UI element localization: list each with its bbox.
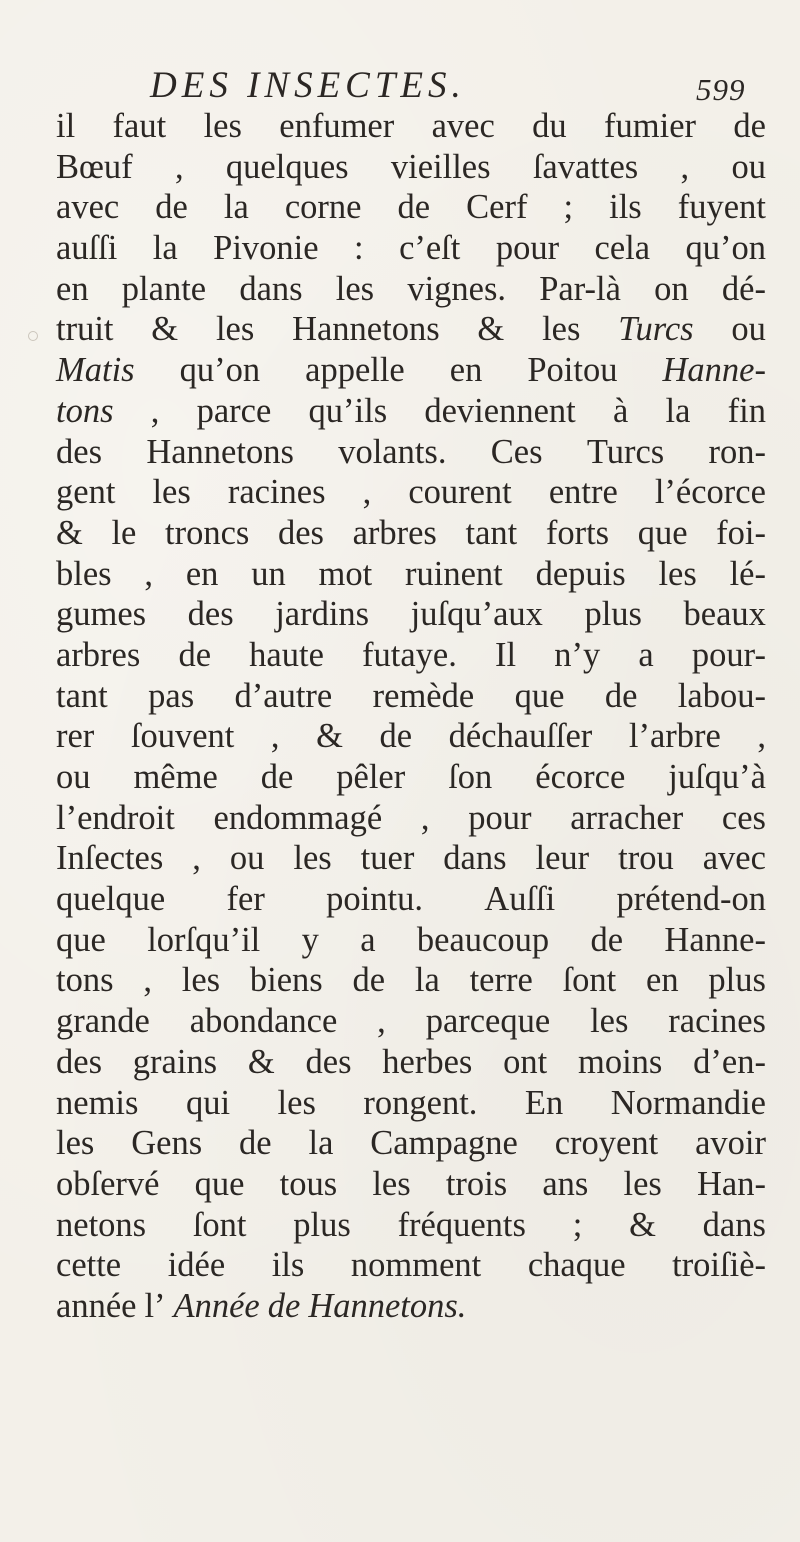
word: racines — [668, 1002, 766, 1041]
word: racines — [227, 473, 326, 512]
word: Turcs — [586, 432, 665, 471]
word: : — [354, 229, 364, 268]
word: ils — [609, 188, 642, 227]
word: terre — [469, 961, 533, 1000]
word: obſervé — [56, 1164, 160, 1203]
word: remède — [372, 676, 475, 715]
word: les — [277, 1083, 316, 1122]
word: tuer — [360, 839, 415, 878]
word: Auſſi — [484, 880, 556, 919]
word: Par-là — [539, 269, 621, 308]
text-line — [56, 1245, 766, 1286]
word: Gens — [131, 1124, 203, 1163]
word: de — [733, 107, 766, 145]
word: écorce — [535, 758, 626, 796]
word: corne — [284, 188, 362, 227]
word: trois — [445, 1164, 508, 1203]
word: deviennent — [424, 391, 576, 430]
text-line — [56, 187, 766, 228]
word: Normandie — [610, 1083, 766, 1122]
word: , — [757, 717, 766, 756]
word: leur — [535, 839, 590, 878]
word: que — [194, 1164, 245, 1203]
word: , — [362, 473, 372, 512]
text-line — [56, 106, 766, 147]
word: futaye. — [362, 635, 457, 674]
word: grande — [56, 1002, 150, 1041]
word: tous — [279, 1164, 338, 1203]
word: mot — [318, 554, 373, 593]
word: forts — [545, 513, 610, 552]
word: les — [372, 1164, 411, 1203]
text-line — [56, 1164, 766, 1205]
word: plus — [708, 961, 766, 1000]
italic-word: Année — [173, 1286, 260, 1325]
word: pointu. — [326, 880, 423, 919]
word: beaux — [683, 595, 766, 634]
text-line — [56, 391, 766, 432]
text-line — [56, 716, 766, 757]
word: à — [612, 391, 629, 430]
word: année — [56, 1286, 137, 1325]
text-line — [56, 147, 766, 188]
word: des — [277, 513, 324, 552]
word: dans — [702, 1205, 766, 1244]
word: quelque — [56, 880, 166, 919]
text-line — [56, 350, 766, 391]
word: , — [270, 717, 280, 756]
word: ou — [731, 310, 766, 349]
word: & — [151, 310, 179, 349]
word: auſſi — [56, 229, 118, 268]
word: lorſqu’il — [147, 920, 261, 959]
word: , — [174, 147, 184, 186]
word: d’autre — [234, 676, 333, 715]
word: en — [185, 554, 219, 593]
text-line — [56, 1001, 766, 1042]
text-line — [56, 309, 766, 350]
word: fer — [226, 880, 265, 919]
word: en — [449, 351, 483, 390]
word: y — [301, 920, 319, 959]
word: pour — [495, 229, 560, 268]
word: cette — [56, 1246, 122, 1285]
word: du — [532, 107, 567, 145]
word: arbres — [56, 635, 141, 674]
word: les — [152, 473, 191, 512]
word: les — [623, 1164, 662, 1203]
word: on — [654, 269, 689, 308]
word: biens — [249, 961, 323, 1000]
word: l’endroit — [56, 798, 175, 837]
word: nemis — [56, 1083, 139, 1122]
word: juſqu’aux — [410, 595, 543, 634]
word: le — [111, 513, 137, 552]
word: qu’on — [179, 351, 261, 390]
text-line — [56, 1123, 766, 1164]
text-line — [56, 554, 766, 595]
word: idée — [167, 1246, 226, 1285]
word: & — [477, 310, 505, 349]
word: les — [335, 269, 375, 308]
text-line-final — [56, 1286, 766, 1327]
word: volants. — [338, 432, 447, 471]
word: de — [178, 635, 212, 674]
word: & — [629, 1205, 656, 1244]
word: , — [192, 839, 201, 878]
italic-word: Turcs — [618, 310, 694, 349]
word: Pivonie — [213, 229, 319, 268]
word: les — [293, 839, 332, 878]
text-line — [56, 798, 766, 839]
text-line — [56, 228, 766, 269]
word: des — [305, 1042, 352, 1081]
word: que — [637, 513, 688, 552]
word: netons — [56, 1205, 147, 1244]
word: rer — [56, 717, 95, 756]
page-number: 599 — [696, 72, 746, 107]
word: gent — [56, 473, 116, 512]
word: , — [150, 391, 160, 430]
word: ſont — [562, 961, 617, 1000]
word: entre — [548, 473, 618, 512]
word: l’écorce — [654, 473, 766, 512]
word: Hannetons — [292, 310, 440, 349]
word: il — [56, 107, 76, 145]
word: haute — [249, 635, 324, 674]
word: appelle — [305, 351, 405, 390]
word: croyent — [554, 1124, 659, 1163]
word: dé- — [721, 269, 766, 308]
word: la — [308, 1124, 334, 1163]
word: Hannetons — [146, 432, 294, 471]
word: truit — [56, 310, 114, 349]
word: Il — [495, 635, 517, 674]
text-line — [56, 432, 766, 473]
text-line — [56, 838, 766, 879]
word: ces — [721, 798, 766, 837]
word: , — [420, 798, 430, 837]
word: moins — [578, 1042, 663, 1081]
word: arbres — [352, 513, 437, 552]
word: les — [542, 310, 581, 349]
word: ; — [563, 188, 574, 227]
text-line — [56, 757, 766, 798]
word: les — [590, 1002, 629, 1041]
text-line — [56, 635, 766, 676]
word: des — [56, 1042, 102, 1081]
word: troncs — [165, 513, 250, 552]
word: fréquents — [397, 1205, 526, 1244]
word: ont — [503, 1042, 548, 1081]
text-line — [56, 960, 766, 1001]
word: & — [247, 1042, 275, 1081]
italic-word: Matis — [56, 351, 135, 390]
word: la — [152, 229, 178, 268]
text-line — [56, 513, 766, 554]
word: chaque — [527, 1246, 626, 1285]
word: , — [144, 554, 154, 593]
word: lé- — [729, 554, 766, 593]
word: ron- — [708, 432, 766, 471]
word: ans — [542, 1164, 589, 1203]
word: de — [397, 188, 431, 227]
word: même — [133, 758, 218, 796]
word: de — [239, 1124, 272, 1163]
word: a — [638, 635, 654, 674]
word: de — [352, 961, 386, 1000]
word: les — [203, 107, 242, 145]
word: Ces — [490, 432, 543, 471]
word: foi- — [716, 513, 766, 552]
text-line — [56, 676, 766, 717]
word: avec — [702, 839, 766, 878]
word: , — [680, 147, 690, 186]
word: des — [187, 595, 234, 634]
word: ils — [271, 1246, 305, 1285]
word: plante — [121, 269, 207, 308]
italic-word: de — [267, 1286, 301, 1325]
word: fin — [727, 391, 766, 430]
word: la — [414, 961, 440, 1000]
word: beaucoup — [416, 920, 550, 959]
word: que — [56, 920, 106, 959]
word: ruinent — [405, 554, 503, 593]
word: de — [604, 676, 638, 715]
word: labou- — [677, 676, 766, 715]
word: pour- — [691, 635, 766, 674]
word: Cerf — [466, 188, 528, 227]
word: en — [646, 961, 679, 1000]
word: , — [143, 961, 152, 1000]
word: plus — [293, 1205, 351, 1244]
word: parceque — [425, 1002, 551, 1041]
word: de — [590, 920, 624, 959]
word: depuis — [535, 554, 626, 593]
word: ou — [229, 839, 265, 878]
word: dans — [239, 269, 303, 308]
word: l’arbre — [628, 717, 721, 756]
word: pêler — [336, 758, 406, 796]
word: déchauſſer — [448, 717, 593, 756]
margin-mark — [28, 331, 38, 341]
word: abondance — [189, 1002, 338, 1041]
word: fumier — [604, 107, 697, 145]
text-line — [56, 594, 766, 635]
word: ſouvent — [130, 717, 235, 756]
word: endommagé — [213, 798, 383, 837]
word: les — [181, 961, 221, 1000]
word: quelques — [225, 147, 349, 186]
word: Inſectes — [56, 839, 164, 878]
text-line — [56, 879, 766, 920]
word: En — [524, 1083, 564, 1122]
word: rongent. — [363, 1083, 478, 1122]
word: la — [665, 391, 691, 430]
word: jardins — [275, 595, 370, 634]
italic-word: Hanne- — [662, 351, 766, 390]
word: ou — [56, 758, 91, 796]
italic-word: tons — [56, 391, 114, 430]
word: de — [379, 717, 413, 756]
word: ou — [731, 147, 766, 186]
word: herbes — [382, 1042, 473, 1081]
word: gumes — [56, 595, 147, 634]
word: trou — [618, 839, 674, 878]
text-line — [56, 1083, 766, 1124]
word: vignes. — [407, 269, 507, 308]
text-line — [56, 1042, 766, 1083]
word: courent — [408, 473, 512, 512]
word: prétend-on — [616, 880, 766, 919]
word: ſont — [192, 1205, 247, 1244]
word: pas — [148, 676, 195, 715]
word: de — [155, 188, 188, 227]
word: & — [56, 513, 83, 552]
word: bles — [56, 554, 112, 593]
text-line — [56, 920, 766, 961]
word: grains — [132, 1042, 218, 1081]
word: ſavattes — [532, 147, 639, 186]
word: tons — [56, 961, 114, 1000]
word: plus — [584, 595, 642, 634]
italic-word: Hannetons. — [308, 1286, 467, 1325]
word: qu’ils — [308, 391, 388, 430]
word: la — [223, 188, 249, 227]
word: parce — [196, 391, 272, 430]
running-header: DES INSECTES. — [150, 65, 466, 106]
word: faut — [112, 107, 167, 145]
word: ſon — [448, 758, 493, 796]
word: des — [56, 432, 102, 471]
word: nomment — [350, 1246, 482, 1285]
word: avec — [431, 107, 495, 145]
word: les — [215, 310, 255, 349]
word: tant — [56, 676, 108, 715]
word: vieilles — [390, 147, 491, 186]
word: Poitou — [527, 351, 618, 390]
word: que — [514, 676, 565, 715]
word: avoir — [695, 1124, 766, 1163]
word: Bœuf — [56, 147, 133, 186]
word: cela — [594, 229, 651, 268]
body-text — [56, 106, 766, 1327]
word: pour — [468, 798, 532, 837]
word: d’en- — [693, 1042, 766, 1081]
word: avec — [56, 188, 120, 227]
word: c’eſt — [399, 229, 461, 268]
text-line — [56, 269, 766, 310]
word: de — [260, 758, 294, 796]
word: & — [316, 717, 343, 756]
word: juſqu’à — [668, 758, 766, 796]
word: les — [56, 1124, 95, 1163]
text-line — [56, 472, 766, 513]
word: Han- — [697, 1164, 766, 1203]
word: en — [56, 269, 89, 308]
word: les — [658, 554, 697, 593]
word: Campagne — [370, 1124, 518, 1163]
word: a — [360, 920, 376, 959]
word: , — [377, 1002, 386, 1041]
word: qu’on — [685, 229, 766, 268]
word: dans — [443, 839, 507, 878]
word: n’y — [554, 635, 601, 674]
word: enfumer — [279, 107, 395, 145]
word: arracher — [570, 798, 684, 837]
word: qui — [185, 1083, 231, 1122]
word: l’ — [144, 1286, 166, 1325]
word: tant — [465, 513, 518, 552]
word: troiſiè- — [672, 1246, 766, 1285]
word: ; — [572, 1205, 583, 1244]
word: un — [251, 554, 286, 593]
word: fuyent — [677, 188, 766, 227]
text-line — [56, 1205, 766, 1246]
word: Hanne- — [664, 920, 766, 959]
